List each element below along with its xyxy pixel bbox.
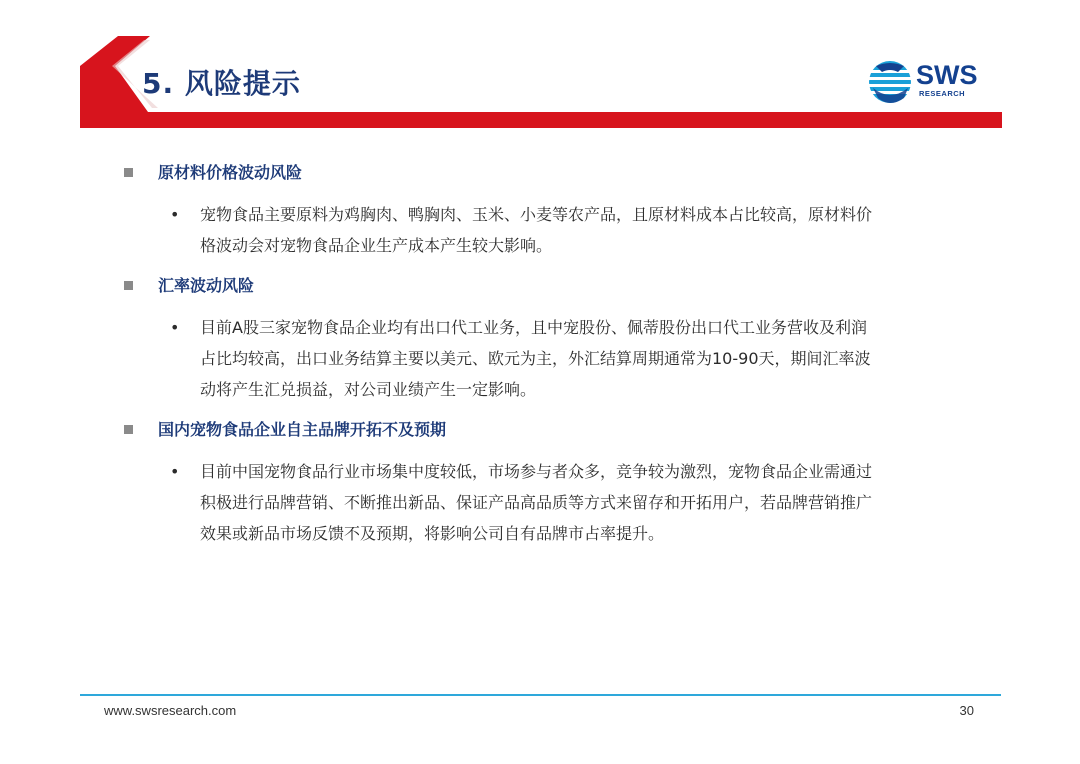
text-line: 目前A股三家宠物食品企业均有出口代工业务，且中宠股份、佩蒂股份出口代工业务营收及利润 — [200, 318, 867, 337]
logo-subtext: RESEARCH — [919, 89, 966, 98]
text-line: 宠物食品主要原料为鸡胸肉、鸭胸肉、玉米、小麦等农产品，且原材料成本占比较高，原材料价 — [200, 205, 873, 224]
bullet-dot-icon: • — [170, 205, 180, 224]
sws-logo — [868, 58, 988, 106]
list-item-text — [200, 312, 960, 405]
page-number: 30 — [959, 703, 974, 718]
square-bullet-icon — [124, 425, 133, 434]
list-item-text — [200, 456, 960, 549]
section-heading-text: 原材料价格波动风险 — [158, 163, 303, 182]
text-line: 目前中国宠物食品行业市场集中度较低，市场参与者众多，竞争较为激烈，宠物食品企业需通过 — [200, 462, 873, 481]
square-bullet-icon — [124, 281, 133, 290]
text-line: 积极进行品牌营销、不断推出新品、保证产品高品质等方式来留存和开拓用户，若品牌营销推广 — [200, 493, 873, 512]
page-title: 5. 风险提示 — [142, 67, 301, 100]
list-item-text — [200, 199, 960, 261]
logo-wordmark: SWS — [916, 60, 978, 90]
text-line: 格波动会对宠物食品企业生产成本产生较大影响。 — [200, 236, 553, 255]
footer-url-link[interactable]: www.swsresearch.com — [104, 703, 237, 718]
text-line: 效果或新品市场反馈不及预期，将影响公司自有品牌市占率提升。 — [200, 524, 665, 543]
section-heading-text: 汇率波动风险 — [158, 276, 255, 295]
section-heading-text: 国内宠物食品企业自主品牌开拓不及预期 — [158, 420, 447, 439]
square-bullet-icon — [124, 168, 133, 177]
footer-divider — [80, 694, 1001, 696]
bullet-dot-icon: • — [170, 462, 180, 481]
bullet-dot-icon: • — [170, 318, 180, 337]
text-line: 占比均较高，出口业务结算主要以美元、欧元为主，外汇结算周期通常为10-90天，期间汇率波 — [200, 349, 871, 368]
text-line: 动将产生汇兑损益，对公司业绩产生一定影响。 — [200, 380, 537, 399]
globe-icon — [868, 58, 916, 106]
